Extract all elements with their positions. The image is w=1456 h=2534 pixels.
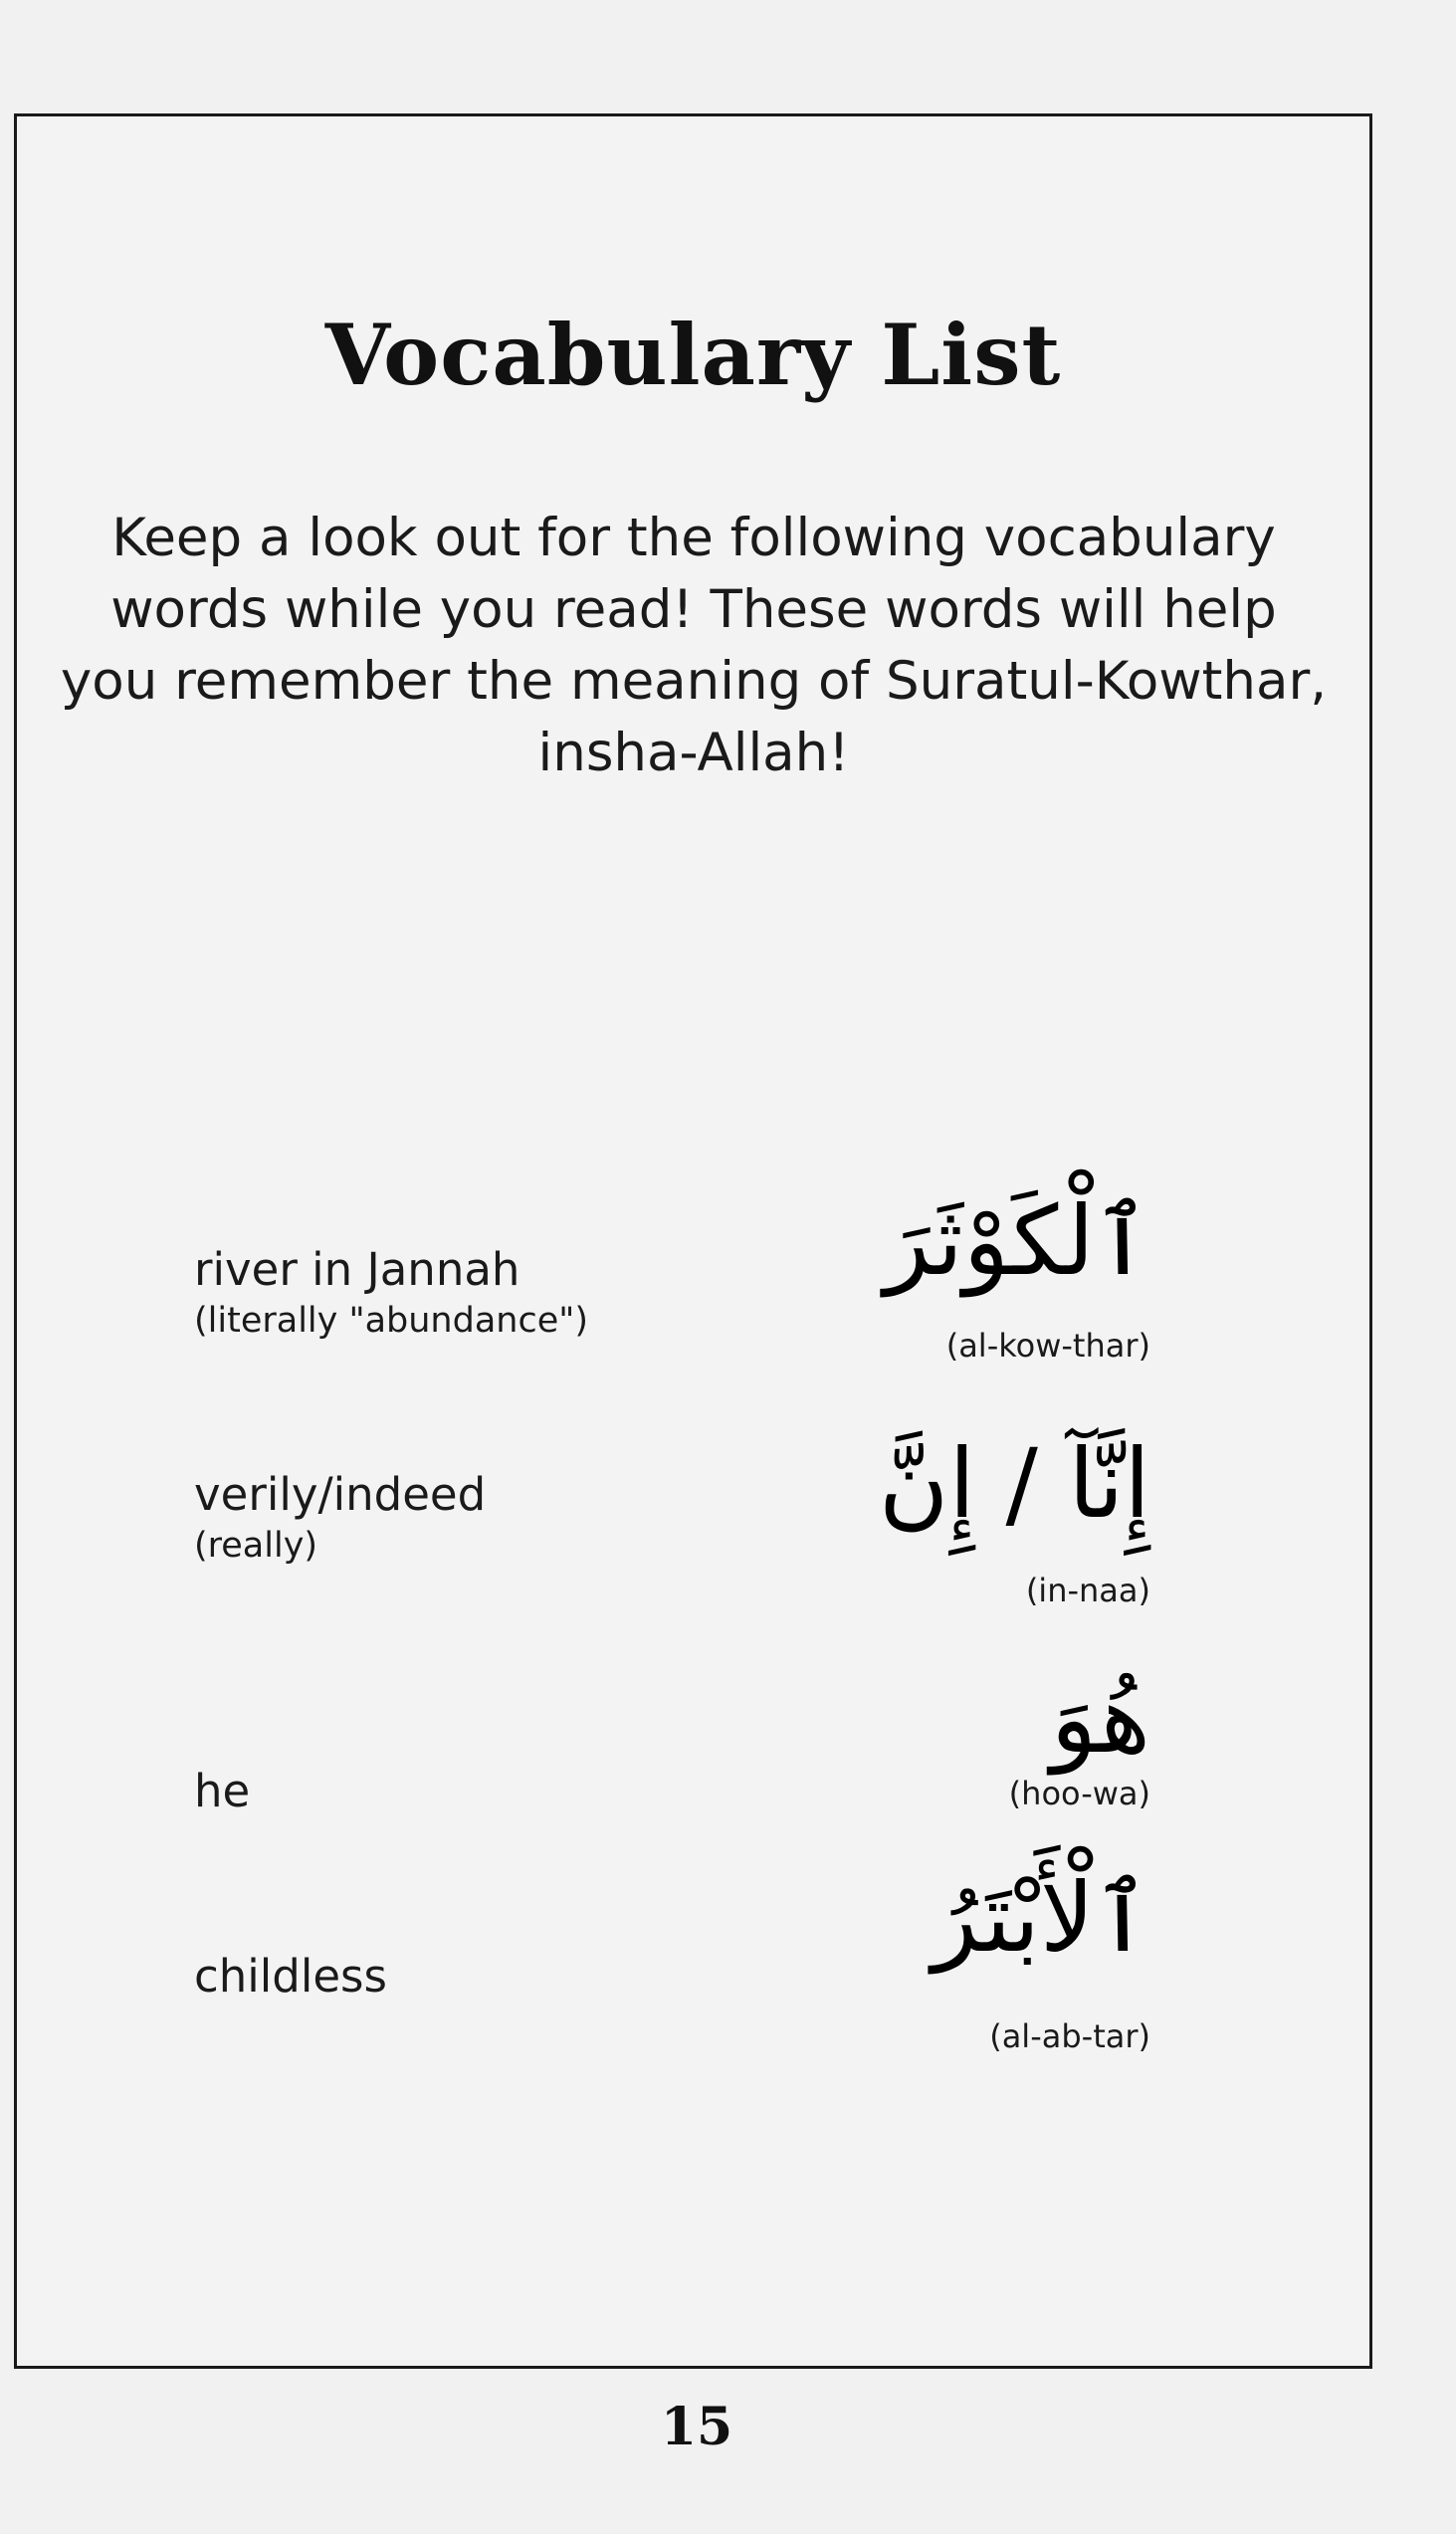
vocab-transliteration: (al-ab-tar) xyxy=(989,2017,1150,2055)
vocab-row-huwa xyxy=(17,1639,1369,1818)
vocab-row-inna xyxy=(17,1400,1369,1609)
page-number: 15 xyxy=(660,2397,733,2457)
page-title: Vocabulary List xyxy=(324,306,1062,404)
vocab-meaning: river in Jannah xyxy=(194,1243,520,1296)
vocab-transliteration: (hoo-wa) xyxy=(1008,1775,1150,1812)
page-frame xyxy=(14,113,1372,2369)
vocab-transliteration: (al-kow-thar) xyxy=(945,1327,1150,1365)
vocab-row-kowthar xyxy=(17,1152,1369,1365)
vocab-transliteration: (in-naa) xyxy=(1025,1572,1150,1609)
vocab-meaning: childless xyxy=(194,1950,387,2003)
vocab-arabic: هُوَ xyxy=(1050,1663,1150,1775)
vocab-meaning: he xyxy=(194,1765,251,1817)
intro-text: Keep a look out for the following vocabulary words while you read! These words will help you remember the meaning of Suratul-Kowthar, insha-Allah! xyxy=(60,508,1328,783)
vocab-row-abtar xyxy=(17,1828,1369,2055)
vocab-note: (really) xyxy=(194,1526,318,1566)
vocab-arabic: ٱلْأَبْتَرُ xyxy=(932,1862,1150,1974)
vocab-note: (literally "abundance") xyxy=(194,1301,588,1341)
vocab-arabic: ٱلْكَوْثَرَ xyxy=(884,1185,1150,1297)
vocab-arabic: إِنَّآ / إِنَّ xyxy=(878,1428,1150,1540)
vocab-meaning: verily/indeed xyxy=(194,1468,487,1521)
